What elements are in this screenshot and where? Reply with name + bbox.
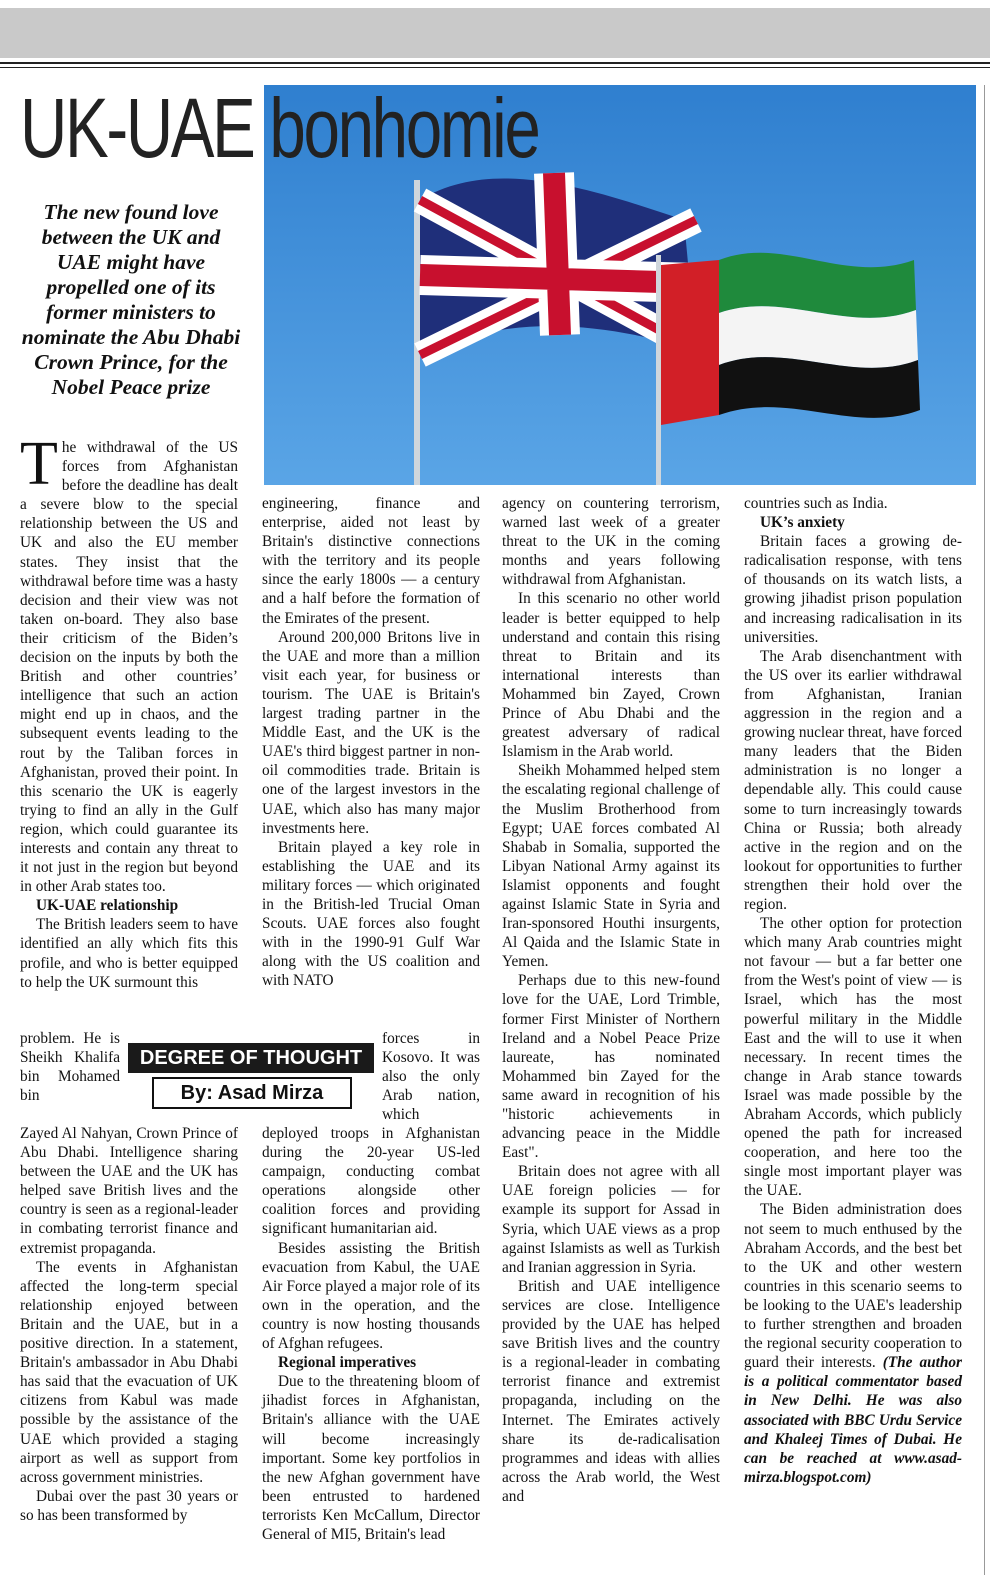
col4-paragraph-4: The other option for protection which many Arab countries might not favour — but a far better one from the West's point of view — is Israel, which has the most powerful military in the Middle East and the will to use it when necessary. In recent times the change in Arab stance towards Israel was made possible by the Abraham Accords, which publicly opened the path for increased cooperation, and here too the single most important player was the UAE. [744, 915, 962, 1200]
col4-paragraph-5: The Biden administration does not seem to much enthused by the Abraham Accords, and the best bet to the UK and other western countries in this scenario seems to be looking to the UAE's leadership to further strengthen and broaden the regional security cooperation to guard their interests. (The author is a political commentator based in New Delhi. He was also associated with BBC Urdu Service and Khaleej Times of Dubai. He can be reached at www.asad-mirza.blogspot.com) [744, 1201, 963, 1486]
col4-paragraph-1: countries such as India. [744, 495, 888, 512]
column-2 [262, 494, 480, 990]
top-banner [0, 8, 990, 58]
author-byline: By: Asad Mirza [152, 1077, 352, 1109]
col4-paragraph-3: The Arab disenchantment with the US over its earlier withdrawal from Afghanistan, Iranian aggression in the region and a growing nuclear threat, have forced many leaders that the Biden administration is no longer a dependable ally. This could cause some to turn increasingly towards China or Russia; both already active in the region and on the lookout for opportunities to further strengthen their hold over the region. [744, 647, 962, 913]
header-rule [0, 62, 990, 64]
column-3 [502, 494, 720, 1506]
col3-paragraph-1: agency on countering terrorism, warned last week of a greater threat to the UK in the coming months and years following withdrawal from Afghanistan. [502, 495, 720, 589]
byline-box [128, 1043, 374, 1107]
column-rule [984, 85, 985, 1575]
col1-paragraph-1: The withdrawal of the US forces from Afghanistan before the deadline has dealt a severe blow to the special relationship between the US and UK and also the EU member states. They insist that the withdrawal before time was a hasty decision and their view was not taken on-board. They also base their criticism of the Biden’s decision on the inputs by both the British and other countries’ intelligence that such an action might end up in chaos, and the subsequent events leading to the rout by the Taliban forces in Afghanistan, proved their point. In this scenario the UK is eagerly trying to find an ally in the Gulf region, which could guarantee its interests and contain any threat to it not just in the region but beyond in other Arab states too. [20, 430, 238, 896]
col2b-paragraph-3: Due to the threatening bloom of jihadist forces in Afghanistan, Britain's alliance with the UAE will become increasingly important. Some key portfolios in the new Afghan government have been entrusted to hardened terrorists Ken McCallum, Director General of MI5, Britain's lead [262, 1373, 480, 1543]
col3-paragraph-5: Britain does not agree with all UAE foreign policies — for example its support for Assad in Syria, which UAE views as a prop against Islamists as well as Turkish and Iranian aggression in Syria. [502, 1163, 720, 1276]
col1b-paragraph-3: Dubai over the past 30 years or so has been transformed by [20, 1487, 238, 1524]
col2b-paragraph-1: deployed troops in Afghanistan during the 20-year US-led campaign, conducting combat operations alongside other coalition forces and providing significant humanitarian aid. [262, 1125, 480, 1238]
subhead-uk-uae-relationship: UK-UAE relationship [36, 897, 179, 915]
col2-paragraph-3: Britain played a key role in establishing the UAE and its military forces — which originated in the British-led Trucial Oman Scouts. UAE forces also fought with in the 1990-91 Gulf War along with the US coalition and with NATO [262, 838, 480, 990]
subhead-regional-imperatives: Regional imperatives [278, 1354, 417, 1372]
column-1 [20, 430, 238, 992]
col1b-paragraph-2: The events in Afghanistan affected the long-term special relationship enjoyed between Britain and the UAE, but in a positive direction. In a statement, Britain's ambassador in Abu Dhabi has said that the evacuation of UK citizens from Kabul was made possible by the assistance of the UAE which provided a staging airport as well as support from across government ministries. [20, 1258, 238, 1486]
col3-paragraph-6: British and UAE intelligence services are close. Intelligence provided by the UAE has helped save British lives and the country is a regional-leader in combating terrorist finance and extremist propaganda, including on the Internet. The Emirates actively share its de-radicalisation programmes and ideas with allies across the Arab world, the West and [502, 1277, 720, 1505]
headline: UK-UAE bonhomie [20, 81, 539, 175]
col3-paragraph-3: Sheikh Mohammed helped stem the escalating regional challenge of the Muslim Brotherhood from Egypt; UAE forces combated Al Shabab in Somalia, supported the Libyan National Army against its Islamist opponents and fought against Islamic State in Syria and Iran-sponsored Houthi insurgents, Al Qaida and the Islamic State in Yemen. [502, 762, 720, 971]
col2b-paragraph-2: Besides assisting the British evacuation from Kabul, the UAE Air Force played a major role of its own in the operation, and the country is now hosting thousands of Afghan refugees. [262, 1239, 480, 1353]
inset-left-text: problem. He is Sheikh Khalifa bin Mohamed bin [20, 1030, 120, 1105]
subhead-uks-anxiety: UK’s anxiety [760, 514, 845, 532]
column-name: DEGREE OF THOUGHT [128, 1043, 374, 1073]
inset-right-text: forces in Kosovo. It was also the only Arab nation, which [382, 1030, 480, 1124]
col2-paragraph-1: engineering, finance and enterprise, aided not least by Britain's distinctive connections with the territory and its people since the early 1800s — a century and a half before the formation of the Emirates of the present. [262, 495, 480, 627]
column-4 [744, 494, 962, 1487]
col4-paragraph-2: Britain faces a growing de-radicalisation response, with tens of thousands on its watch lists, a growing jihadist prison population and increasing radicalisation in its universities. [744, 533, 962, 646]
header-rule-thin [0, 67, 990, 68]
col1-paragraph-2: The British leaders seem to have identified an ally which fits this profile, and who is better equipped to help the UK surmount this [20, 916, 238, 991]
col3-paragraph-2: In this scenario no other world leader is better equipped to help understand and contain this rising threat to Britain and its international interests than Mohammed bin Zayed, Crown Prince of Abu Dhabi and the greatest adversary of radical Islamism in the Arab world. [502, 590, 720, 761]
col3-paragraph-4: Perhaps due to this new-found love for the UAE, Lord Trimble, former First Minister of Northern Ireland and a Nobel Peace Prize laureate, has nominated Mohammed bin Zayed for the same award in recognition of his "historic achievements in advancing peace in the Middle East". [502, 972, 720, 1162]
deck: The new found love between the UK and UAE might have propelled one of its former ministers to nominate the Abu Dhabi Crown Prince, for the Nobel Peace prize [21, 200, 241, 399]
drop-cap: T [20, 430, 58, 498]
col2-paragraph-2: Around 200,000 Britons live in the UAE and more than a million visit each year, for business or tourism. The UAE is Britain's largest trading partner in the Middle East, and the UK is the UAE's third biggest partner in non-oil commodities trade. Britain is one of the largest investors in the UAE, which also has many major investments here. [262, 628, 480, 837]
column-1-continued [20, 1124, 238, 1525]
author-bio: (The author is a political commentator based in New Delhi. He was also associated with BBC Urdu Service and Khaleej Times of Dubai. He can be reached at www.asad-mirza.blogspot.com) [744, 1354, 963, 1486]
col1b-paragraph-1: Zayed Al Nahyan, Crown Prince of Abu Dhabi. Intelligence sharing between the UAE and the UK has helped save British lives and the country is seen as a regional-leader in combating terrorist finance and extremist propaganda. [20, 1125, 238, 1257]
column-2-continued [262, 1124, 480, 1544]
